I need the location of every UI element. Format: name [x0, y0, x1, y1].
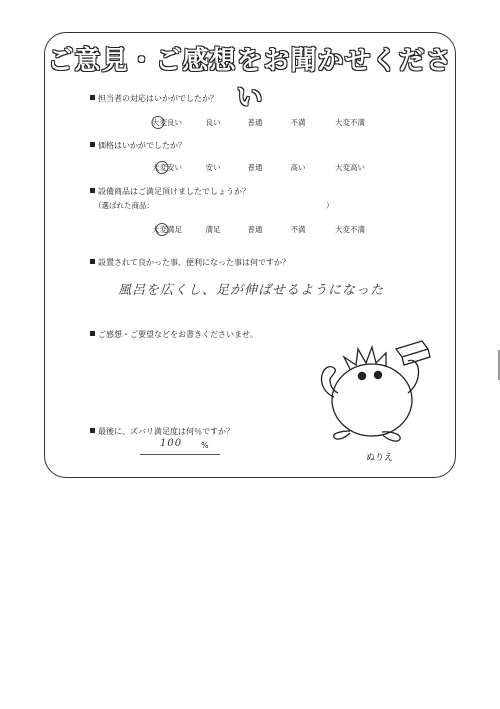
option-staff-normal[interactable]: 普通	[247, 118, 263, 127]
product-name-close: ）	[326, 201, 334, 210]
question-comments-label: ご感想・ご要望などをお書きくださいませ。	[98, 330, 258, 339]
question-product-label: 設備商品はご満足頂けましたでしょうか？	[98, 187, 250, 196]
option-staff-bad[interactable]: 不満	[290, 118, 306, 127]
option-product-very-satisfied[interactable]: 大変満足	[152, 225, 182, 234]
option-staff-very-bad[interactable]: 大変不満	[335, 118, 365, 127]
option-staff-good[interactable]: 良い	[205, 118, 221, 127]
mascot-eye-left	[358, 372, 365, 379]
mascot-arm-left	[322, 367, 339, 397]
bullet-icon	[90, 259, 95, 264]
option-price-very-cheap[interactable]: 大変安い	[152, 163, 182, 172]
satisfaction-unit: %	[201, 441, 209, 450]
mascot-coloring-illustration	[300, 335, 450, 450]
option-price-cheap[interactable]: 安い	[205, 163, 221, 172]
bullet-icon	[90, 188, 95, 193]
question-satisfaction-label: 最後に、ズバリ満足度は何％ですか？	[98, 427, 234, 436]
mascot-foot-right	[382, 432, 400, 441]
question-staff	[90, 93, 218, 104]
question-satisfaction	[90, 426, 234, 437]
mascot-foot-left	[334, 431, 350, 439]
coloring-label: ぬりえ	[366, 453, 394, 463]
bullet-icon	[90, 331, 95, 336]
mascot-held-box	[396, 341, 430, 365]
bullet-icon	[90, 95, 95, 100]
option-price-very-expensive[interactable]: 大変高い	[335, 163, 365, 172]
satisfaction-answer-line	[140, 454, 220, 455]
survey-title: ご意見・ご感想をお聞かせください	[47, 46, 453, 113]
handwritten-satisfaction-answer: 100	[160, 438, 183, 449]
options-staff	[0, 117, 500, 129]
option-product-normal[interactable]: 普通	[247, 225, 263, 234]
option-product-very-unsatisfied[interactable]: 大変不満	[335, 225, 365, 234]
question-comments	[90, 329, 258, 340]
question-product	[90, 186, 250, 197]
handwritten-benefit-answer: 風呂を広くし、足が伸ばせるようになった	[118, 283, 385, 298]
question-price	[90, 140, 186, 151]
product-name-label: （選ばれた商品：	[94, 201, 154, 210]
question-benefit-label: 設置されて良かった事、便利になった事は何ですか？	[98, 258, 290, 267]
options-price	[0, 162, 500, 174]
option-product-unsatisfied[interactable]: 不満	[290, 225, 306, 234]
bullet-icon	[90, 428, 95, 433]
question-benefit	[90, 257, 290, 268]
mascot-body	[332, 364, 412, 436]
question-staff-label: 担当者の対応はいかがでしたか？	[98, 94, 218, 103]
mascot-eye-right	[374, 371, 381, 378]
bullet-icon	[90, 142, 95, 147]
option-price-normal[interactable]: 普通	[247, 163, 263, 172]
options-product	[0, 224, 500, 236]
option-price-expensive[interactable]: 高い	[290, 163, 306, 172]
option-staff-very-good[interactable]: 大変良い	[152, 118, 182, 127]
mascot-hair	[344, 347, 386, 369]
option-product-satisfied[interactable]: 満足	[205, 225, 221, 234]
question-price-label: 価格はいかがでしたか？	[98, 141, 186, 150]
